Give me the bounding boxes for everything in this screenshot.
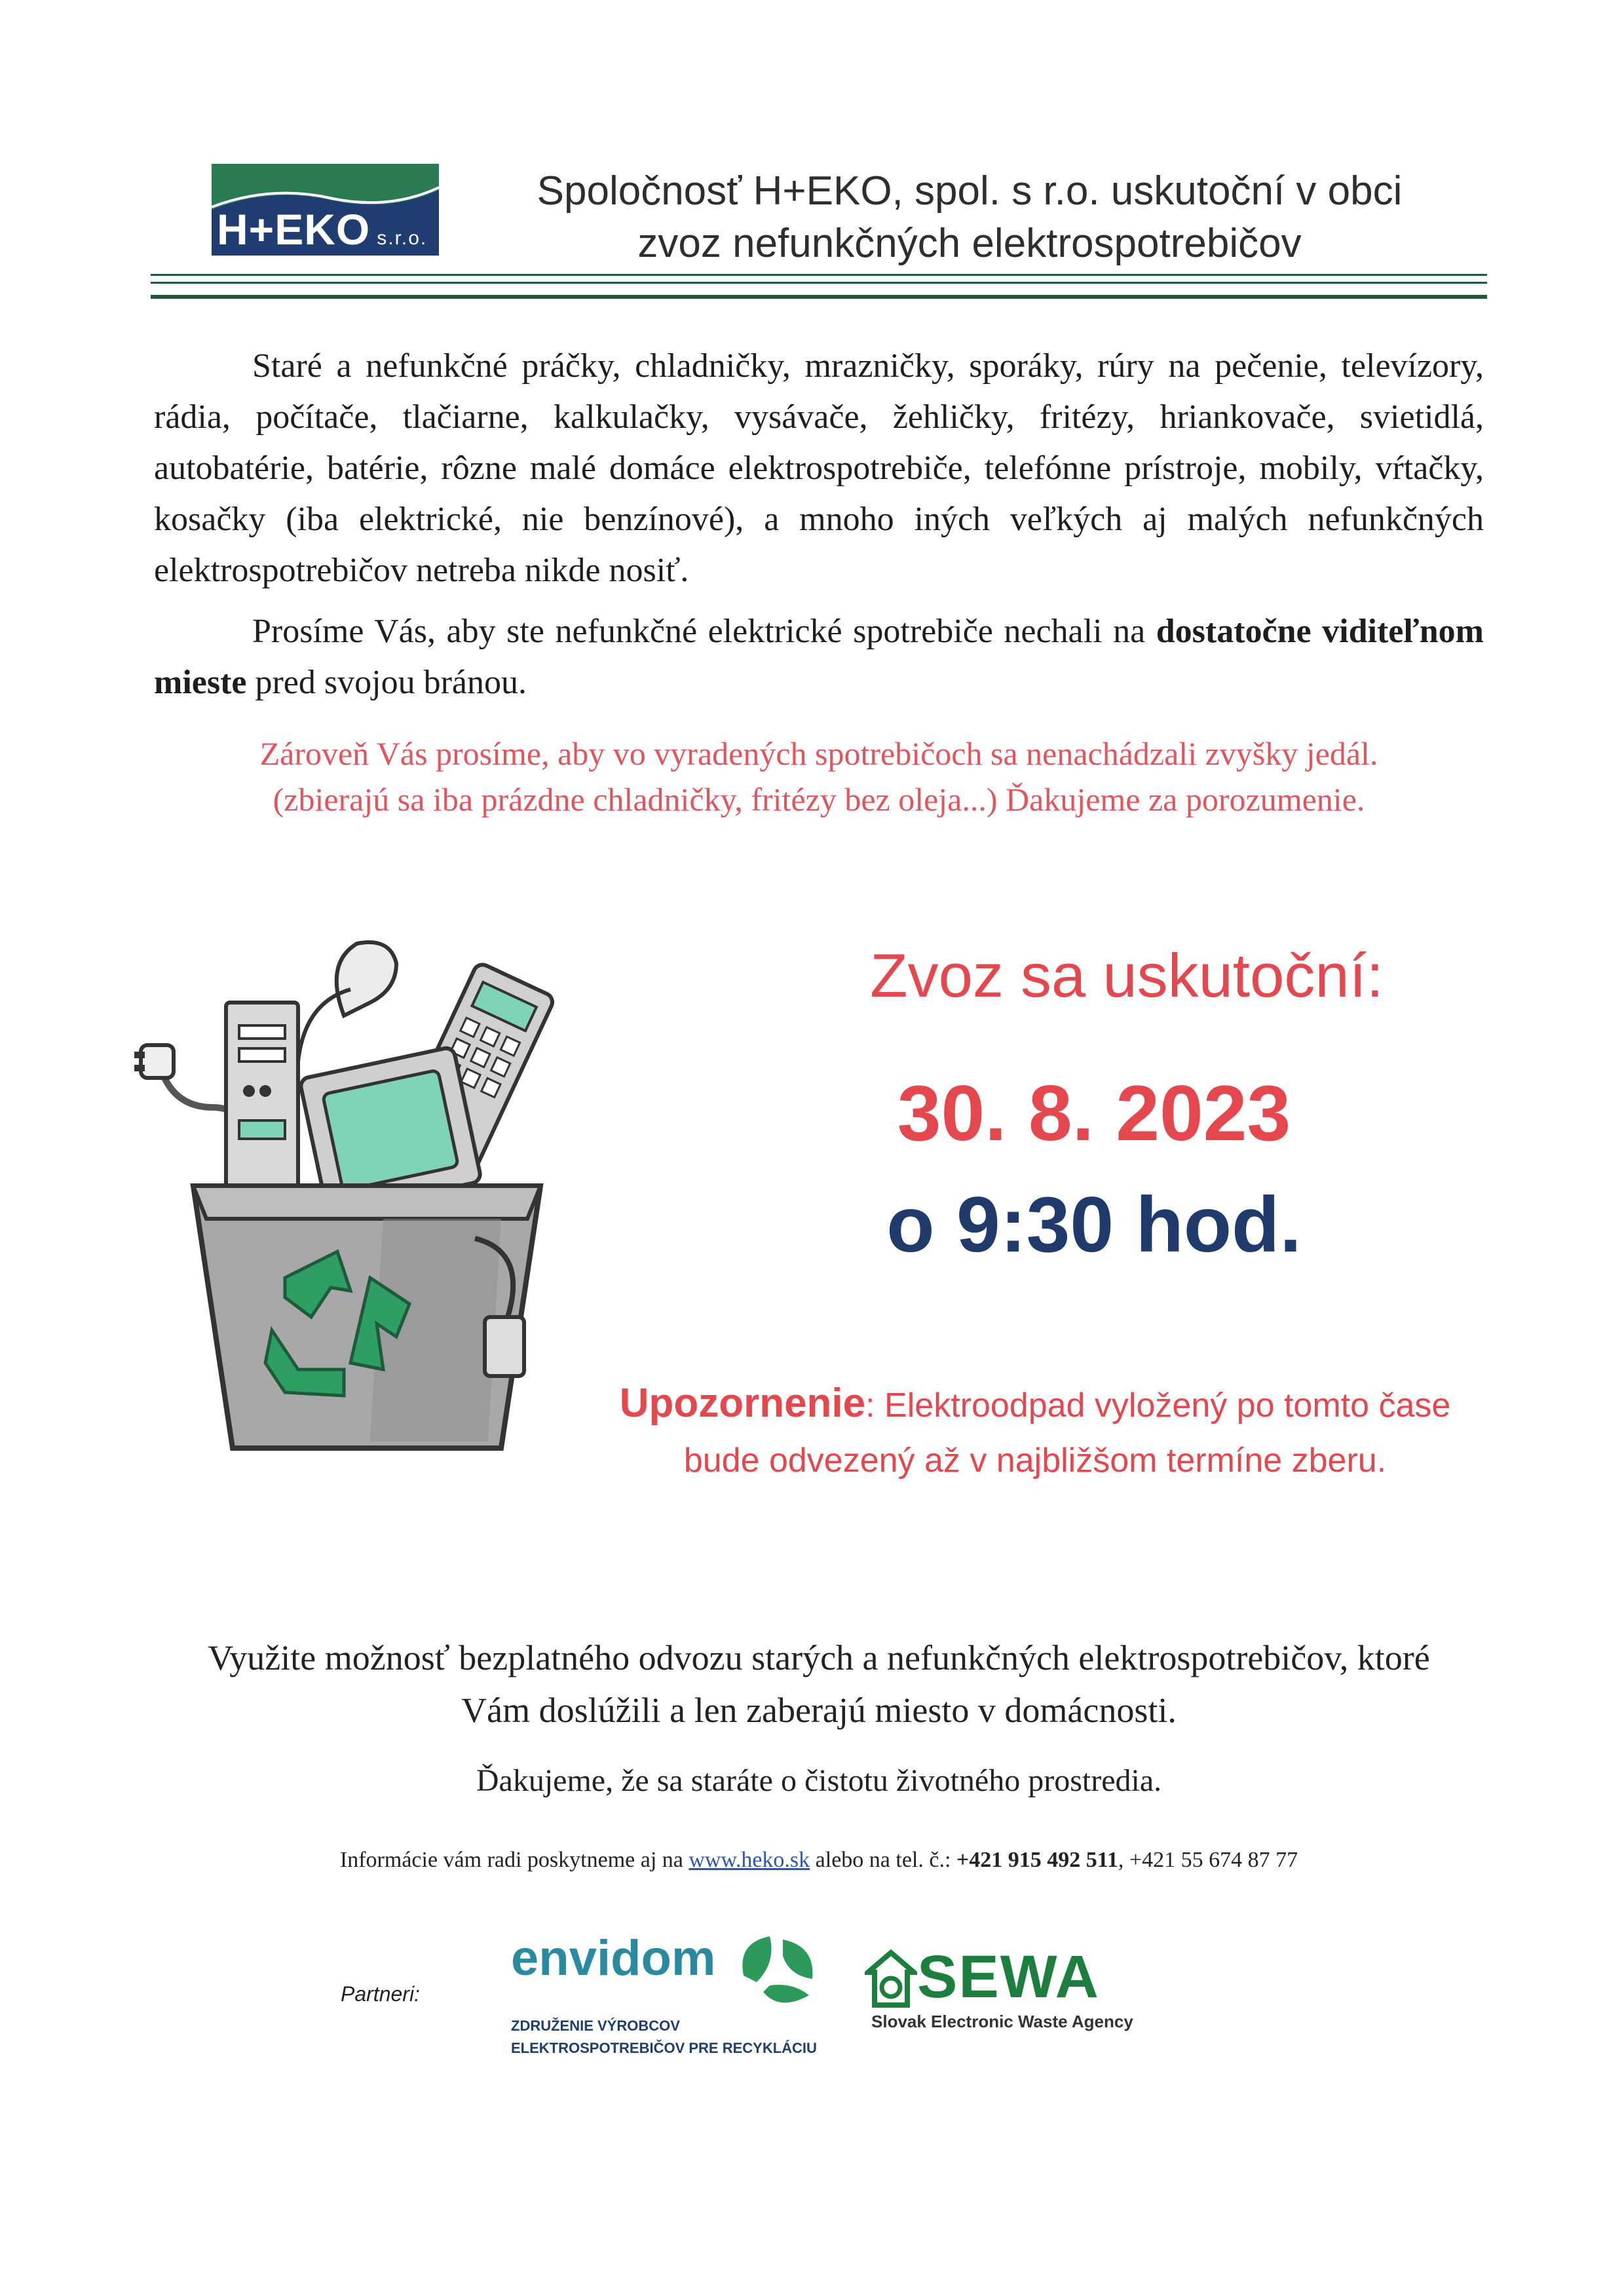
logo-text: H+EKO s.r.o. (217, 205, 428, 254)
warning-note: Upozornenie: Elektroodpad vyložený po tomto čase bude odvezený až v najbližšom termíne zberu. (619, 1381, 1451, 1480)
schedule-title: Zvoz sa uskutoční: (870, 941, 1384, 1010)
header-divider (151, 274, 1487, 276)
envidom-logo-text: envidom (511, 1930, 716, 1986)
thanks-note: Ďakujeme, že sa staráte o čistotu životného prostredia. (476, 1763, 1162, 1798)
website-link[interactable]: www.heko.sk (689, 1848, 810, 1872)
placement-paragraph: Prosíme Vás, aby ste nefunkčné elektrické spotrebiče nechali na dostatočne viditeľnom mieste pred svojou bránou. (154, 613, 1484, 701)
sewa-logo-text: SEWA (917, 1943, 1100, 2010)
heko-logo (212, 164, 439, 256)
envidom-leaves-icon (730, 1930, 822, 2015)
intro-paragraph: Staré a nefunkčné práčky, chladničky, mrazničky, sporáky, rúry na pečenie, televízory, rádia, počítače, tlačiarne, kalkulačky, vysávače, žehličky, fritézy, hriankovače, svietidlá, autobatérie, batérie, rôzne malé domáce elektrospotrebiče, telefónne prístroje, mobily, vŕtačky, kosačky (iba elektrické, nie benzínové), a mnoho iných veľkých aj malých nefunkčných elektrospotrebičov netreba nikde nosiť. (154, 347, 1484, 589)
collection-time: o 9:30 hod. (886, 1181, 1302, 1269)
partners-label: Partneri: (341, 1982, 420, 2006)
page-title: Spoločnosť H+EKO, spol. s r.o. uskutoční v obci zvoz nefunkčných elektrospotrebičov (537, 168, 1403, 266)
header-divider (151, 295, 1487, 299)
header-divider (151, 282, 1487, 284)
sewa-house-icon (865, 1949, 917, 2008)
contact-info: Informácie vám radi poskytneme aj na www.heko.sk alebo na tel. č.: +421 915 492 511, +421 55 674 87 77 (339, 1848, 1298, 1872)
food-remains-note: Zároveň Vás prosíme, aby vo vyradených spotrebičoch sa nenachádzali zvyšky jedál. (zbierajú sa iba prázdne chladničky, fritézy bez oleja...) Ďakujeme za porozumenie. (259, 735, 1378, 818)
recycling-bin-illustration (134, 911, 606, 1474)
envidom-subtitle: ZDRUŽENIE VÝROBCOV ELEKTROSPOTREBIČOV PRE RECYKLÁCIU (511, 2018, 817, 2056)
warning-label: Upozornenie (619, 1381, 866, 1426)
sewa-subtitle: Slovak Electronic Waste Agency (871, 2012, 1133, 2031)
collection-date: 30. 8. 2023 (897, 1069, 1291, 1157)
free-collection-note: Využite možnosť bezplatného odvozu starých a nefunkčných elektrospotrebičov, ktoré Vám doslúžili a len zaberajú miesto v domácnosti. (208, 1638, 1430, 1730)
